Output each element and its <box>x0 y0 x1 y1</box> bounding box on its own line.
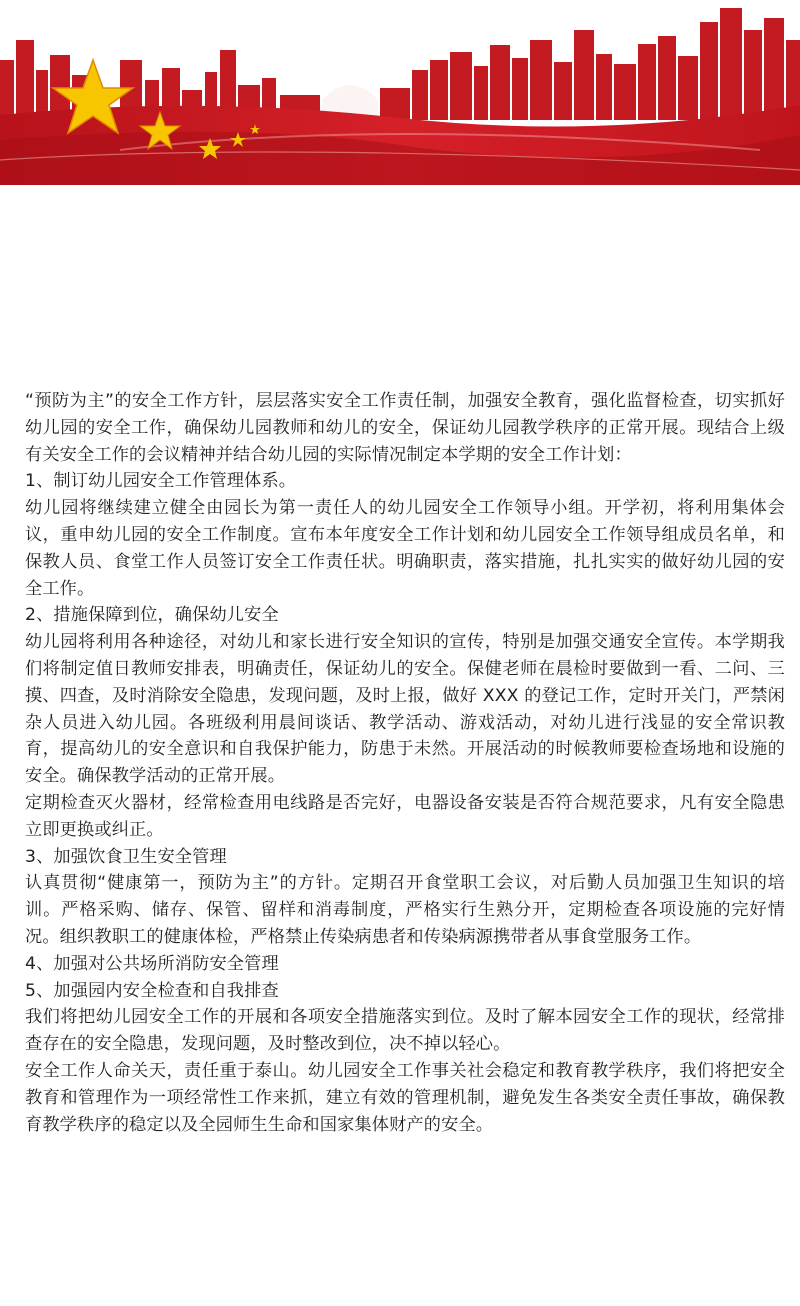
section-3-body: 认真贯彻“健康第一，预防为主”的方针。定期召开食堂职工会议，对后勤人员加强卫生知识的培训。严格采购、储存、保管、留样和消毒制度，严格实行生熟分开，定期检查各项设施的完好情况。组织教职工的健康体检，严格禁止传染病患者和传染病源携带者从事食堂服务工作。 <box>25 873 785 947</box>
section-2-body: 幼儿园将利用各种途径，对幼儿和家长进行安全知识的宣传，特别是加强交通安全宣传。本学期我们将制定值日教师安排表，明确责任，保证幼儿的安全。保健老师在晨检时要做到一看、二问、三摸、四查，及时消除安全隐患，发现问题，及时上报，做好 XXX 的登记工作，定时开关门，严禁闲杂人员进入幼儿园。各班级利用晨间谈话、教学活动、游戏活动，对幼儿进行浅显的安全常识教育，提高幼儿的安全意识和自我保护能力，防患于未然。开展活动的时候教师要检查场地和设施的安全。确保教学活动的正常开展。 <box>25 632 785 787</box>
section-5-heading: 5、加强园内安全检查和自我排查 <box>25 980 279 1001</box>
city-skyline-banner-graphic <box>0 0 800 185</box>
document-body <box>25 388 785 1138</box>
intro-paragraph: “预防为主”的安全工作方针，层层落实安全工作责任制，加强安全教育，强化监督检查，切实抓好幼儿园的安全工作，确保幼儿园教师和幼儿的安全，保证幼儿园教学秩序的正常开展。现结合上级有关安全工作的会议精神并结合幼儿园的实际情况制定本学期的安全工作计划： <box>25 391 785 465</box>
section-1-heading: 1、制订幼儿园安全工作管理体系。 <box>25 471 297 492</box>
section-3-heading: 3、加强饮食卫生安全管理 <box>25 846 227 867</box>
closing-paragraph: 安全工作人命关天，责任重于泰山。幼儿园安全工作事关社会稳定和教育教学秩序，我们将把安全教育和管理作为一项经常性工作来抓，建立有效的管理机制，避免发生各类安全责任事故，确保教育教学秩序的稳定以及全园师生生命和国家集体财产的安全。 <box>25 1060 785 1135</box>
section-2-heading: 2、措施保障到位，确保幼儿安全 <box>25 605 279 626</box>
section-2-body-2: 定期检查灭火器材，经常检查用电线路是否完好，电器设备安装是否符合规范要求，凡有安全隐患立即更换或纠正。 <box>25 792 785 840</box>
section-1-body: 幼儿园将继续建立健全由园长为第一责任人的幼儿园安全工作领导小组。开学初，将利用集体会议，重申幼儿园的安全工作制度。宣布本年度安全工作计划和幼儿园安全工作领导组成员名单，和保教人员、食堂工作人员签订安全工作责任状。明确职责，落实措施，扎扎实实的做好幼儿园的安全工作。 <box>25 498 785 599</box>
header-banner <box>0 0 800 185</box>
skyline <box>0 8 800 120</box>
section-5-body: 我们将把幼儿园安全工作的开展和各项安全措施落实到位。及时了解本园安全工作的现状，经常排查存在的安全隐患，发现问题，及时整改到位，决不掉以轻心。 <box>25 1007 785 1055</box>
section-4-heading: 4、加强对公共场所消防安全管理 <box>25 953 279 974</box>
